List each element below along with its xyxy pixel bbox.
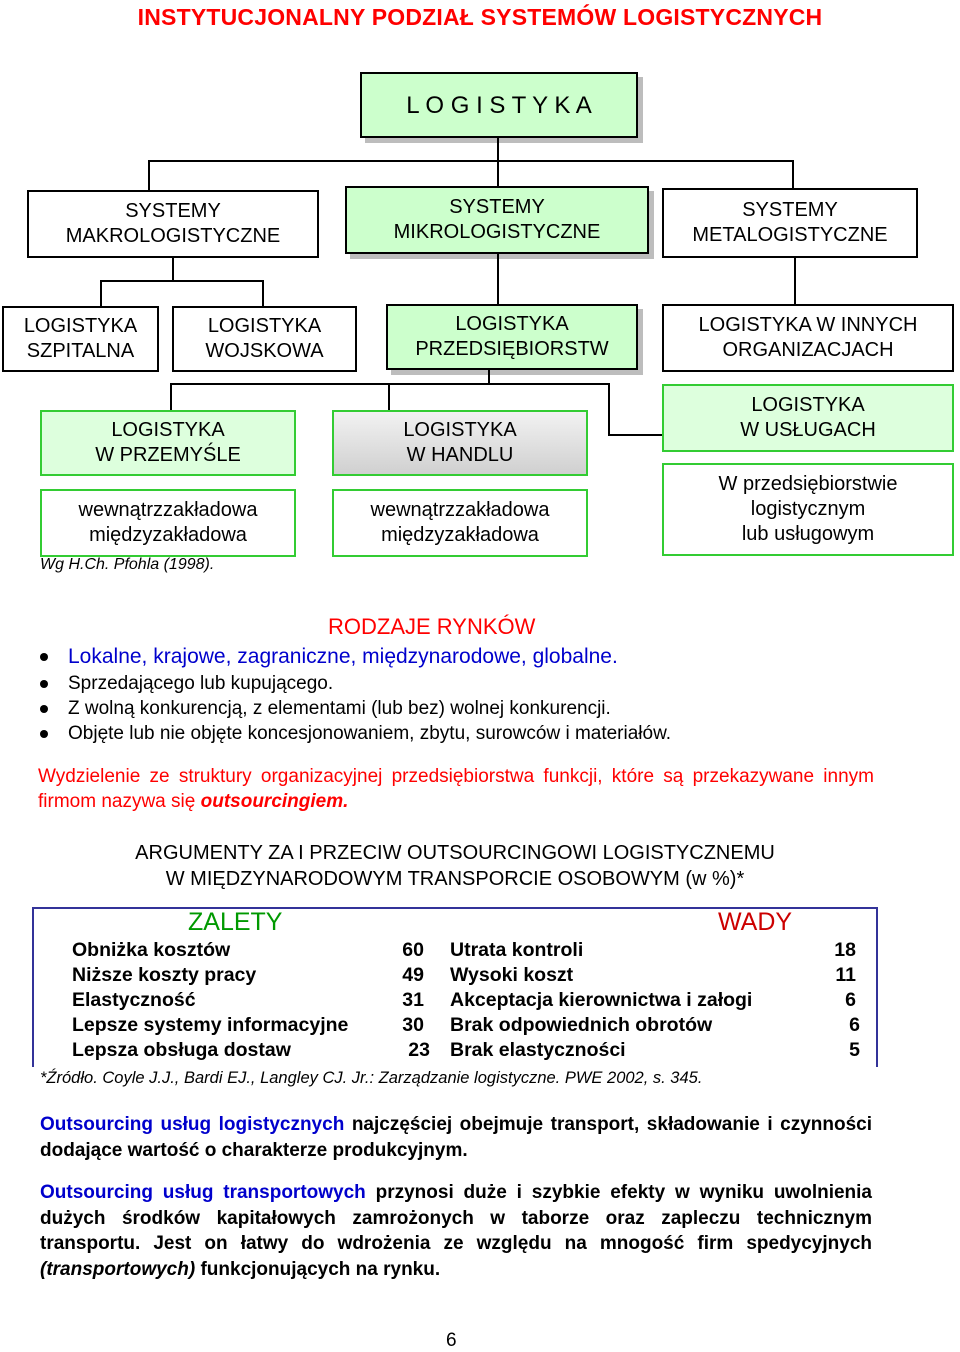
definition-term: outsourcingiem. bbox=[200, 791, 349, 812]
box-w-handlu bbox=[332, 410, 588, 476]
box-uslugi-sub bbox=[662, 463, 954, 556]
list-item bbox=[40, 645, 940, 669]
source-note: Wg H.Ch. Pfohla (1998). bbox=[40, 556, 215, 573]
box-inne-organizacje bbox=[662, 304, 954, 372]
table-heading-line: ARGUMENTY ZA I PRZECIW OUTSOURCINGOWI LOGISTYCZNEMU bbox=[135, 842, 775, 864]
paragraph-italic: (transportowych) bbox=[40, 1258, 196, 1280]
bullet-icon bbox=[40, 705, 48, 713]
list-item bbox=[40, 722, 940, 746]
box-line: W USŁUGACH bbox=[740, 419, 876, 441]
box-line: W HANDLU bbox=[406, 444, 514, 466]
table-row bbox=[450, 938, 856, 963]
page-number: 6 bbox=[446, 1330, 457, 1351]
root-label: L O G I S T Y K A bbox=[406, 91, 592, 119]
con-label: Brak odpowiednich obrotów bbox=[450, 1014, 713, 1036]
root-box-logistyka bbox=[360, 72, 638, 138]
cons-label: WADY bbox=[718, 908, 793, 936]
box-line: W PRZEMYŚLE bbox=[95, 444, 241, 466]
table-heading-line: W MIĘDZYNARODOWYM TRANSPORCIE OSOBOWYM (w %)* bbox=[165, 868, 745, 890]
box-line: SYSTEMY bbox=[125, 200, 221, 222]
box-przedsiebiorstw bbox=[386, 304, 638, 370]
box-przemysl-sub bbox=[40, 489, 296, 557]
list-item-text: Lokalne, krajowe, zagraniczne, międzynarodowe, globalne. bbox=[68, 645, 618, 668]
table-row bbox=[450, 1013, 860, 1038]
pro-label: Lepsze systemy informacyjne bbox=[72, 1014, 349, 1036]
box-line: SZPITALNA bbox=[26, 340, 135, 362]
box-w-przemysle bbox=[40, 410, 296, 476]
connector bbox=[148, 160, 150, 190]
box-handel-sub bbox=[332, 489, 588, 557]
pro-value: 31 bbox=[402, 989, 424, 1011]
paragraph-term: Outsourcing usług transportowych bbox=[40, 1182, 366, 1203]
pro-value: 23 bbox=[408, 1039, 430, 1061]
con-value: 6 bbox=[849, 1014, 860, 1036]
box-line: W przedsiębiorstwie bbox=[718, 473, 898, 495]
table-row bbox=[72, 1013, 424, 1038]
box-makrologistyczne bbox=[27, 190, 319, 258]
paragraph-text: najczęściej obejmuje transport, składowanie i czynności dodające wartość o charakterze produkcyjnym. bbox=[40, 1114, 872, 1161]
table-row bbox=[72, 988, 424, 1013]
list-item bbox=[40, 697, 940, 721]
connector bbox=[608, 434, 662, 436]
definition-text: Wydzielenie ze struktury organizacyjnej przedsiębiorstwa funkcji, które są przekazywane innym firmom nazywa się bbox=[38, 766, 874, 812]
box-line: LOGISTYKA W INNYCH bbox=[698, 314, 918, 336]
paragraph-text: funkcjonujących na rynku. bbox=[195, 1258, 441, 1280]
box-mikrologistyczne bbox=[345, 186, 649, 254]
list-item-text: Objęte lub nie objęte koncesjonowaniem, zbytu, surowców i materiałów. bbox=[68, 723, 672, 744]
con-label: Wysoki koszt bbox=[450, 964, 574, 986]
con-value: 6 bbox=[845, 989, 856, 1011]
box-line: LOGISTYKA bbox=[111, 419, 225, 441]
table-row bbox=[450, 1038, 860, 1063]
connector bbox=[608, 383, 610, 436]
con-label: Brak elastyczności bbox=[450, 1039, 626, 1061]
table-source: *Źródło. Coyle J.J., Bardi EJ., Langley CJ. Jr.: Zarządzanie logistyczne. PWE 2002, s. 345. bbox=[40, 1069, 703, 1087]
box-line: WOJSKOWA bbox=[205, 340, 324, 362]
box-line: METALOGISTYCZNE bbox=[692, 224, 888, 246]
box-line: ORGANIZACJACH bbox=[722, 339, 894, 361]
con-label: Utrata kontroli bbox=[450, 939, 584, 961]
box-line: LOGISTYKA bbox=[403, 419, 517, 441]
box-line: lub usługowym bbox=[741, 523, 875, 545]
box-line: wewnątrzzakładowa bbox=[370, 499, 550, 521]
table-row bbox=[450, 988, 856, 1013]
box-line: LOGISTYKA bbox=[751, 394, 865, 416]
box-line: LOGISTYKA bbox=[207, 315, 322, 337]
list-item-text: Z wolną konkurencją, z elementami (lub bez) wolnej konkurencji. bbox=[68, 698, 611, 719]
pro-label: Niższe koszty pracy bbox=[72, 964, 257, 986]
box-line: PRZEDSIĘBIORSTW bbox=[415, 338, 609, 360]
box-line: wewnątrzzakładowa bbox=[78, 499, 258, 521]
connector bbox=[172, 258, 174, 280]
list-item bbox=[40, 672, 940, 696]
connector bbox=[100, 280, 264, 282]
connector bbox=[497, 254, 499, 304]
pro-label: Lepsza obsługa dostaw bbox=[72, 1039, 291, 1061]
connector bbox=[100, 280, 102, 306]
con-value: 5 bbox=[849, 1039, 860, 1061]
paragraph-logistics-outsourcing bbox=[40, 1112, 872, 1163]
box-szpitalna bbox=[2, 306, 159, 372]
paragraph-text: przynosi duże i szybkie efekty w wyniku uwolnienia dużych środków kapitałowych zamrożonych w taborze oraz zapleczu technicznym transportu. Jest on łatwy do wdrożenia ze względu na mnogość firm spedycyjnych bbox=[40, 1182, 872, 1254]
connector bbox=[388, 383, 390, 410]
box-line: LOGISTYKA bbox=[455, 313, 569, 335]
box-metalogistyczne bbox=[662, 188, 918, 258]
pro-label: Obniżka kosztów bbox=[72, 939, 231, 961]
box-line: MIKROLOGISTYCZNE bbox=[393, 221, 601, 243]
table-row bbox=[72, 1038, 430, 1063]
connector bbox=[148, 160, 794, 162]
list-item-text: Sprzedającego lub kupującego. bbox=[68, 673, 334, 694]
box-wojskowa bbox=[172, 306, 357, 372]
bullet-icon bbox=[40, 680, 48, 688]
pro-label: Elastyczność bbox=[72, 989, 196, 1011]
connector bbox=[170, 383, 172, 410]
pro-value: 30 bbox=[402, 1014, 424, 1036]
box-line: SYSTEMY bbox=[449, 196, 545, 218]
markets-heading: RODZAJE RYNKÓW bbox=[328, 614, 536, 639]
paragraph-term: Outsourcing usług logistycznych bbox=[40, 1114, 345, 1135]
box-line: SYSTEMY bbox=[742, 199, 838, 221]
box-line: MAKROLOGISTYCZNE bbox=[65, 225, 281, 247]
outsourcing-definition bbox=[38, 764, 874, 814]
paragraph-transport-outsourcing bbox=[40, 1180, 872, 1282]
connector bbox=[794, 258, 796, 304]
con-value: 11 bbox=[835, 964, 856, 986]
pros-label: ZALETY bbox=[188, 908, 283, 936]
page-title: INSTYTUCJONALNY PODZIAŁ SYSTEMÓW LOGISTYCZNYCH bbox=[137, 4, 823, 30]
connector bbox=[792, 160, 794, 188]
connector bbox=[170, 383, 610, 385]
bullet-icon bbox=[40, 653, 48, 661]
connector bbox=[497, 160, 499, 186]
table-row bbox=[450, 963, 856, 988]
connector bbox=[497, 138, 499, 162]
table-heading bbox=[0, 840, 910, 892]
box-line: międzyzakładowa bbox=[381, 524, 539, 546]
table-row bbox=[72, 938, 424, 963]
con-label: Akceptacja kierownictwa i załogi bbox=[450, 989, 753, 1011]
table-row bbox=[72, 963, 424, 988]
con-value: 18 bbox=[834, 939, 856, 961]
box-line: logistycznym bbox=[750, 498, 866, 520]
pro-value: 60 bbox=[402, 939, 424, 961]
connector bbox=[262, 280, 264, 306]
bullet-icon bbox=[40, 730, 48, 738]
pro-value: 49 bbox=[402, 964, 424, 986]
box-line: międzyzakładowa bbox=[89, 524, 247, 546]
connector bbox=[488, 370, 490, 384]
box-line: LOGISTYKA bbox=[23, 315, 138, 337]
box-w-uslugach bbox=[662, 384, 954, 452]
